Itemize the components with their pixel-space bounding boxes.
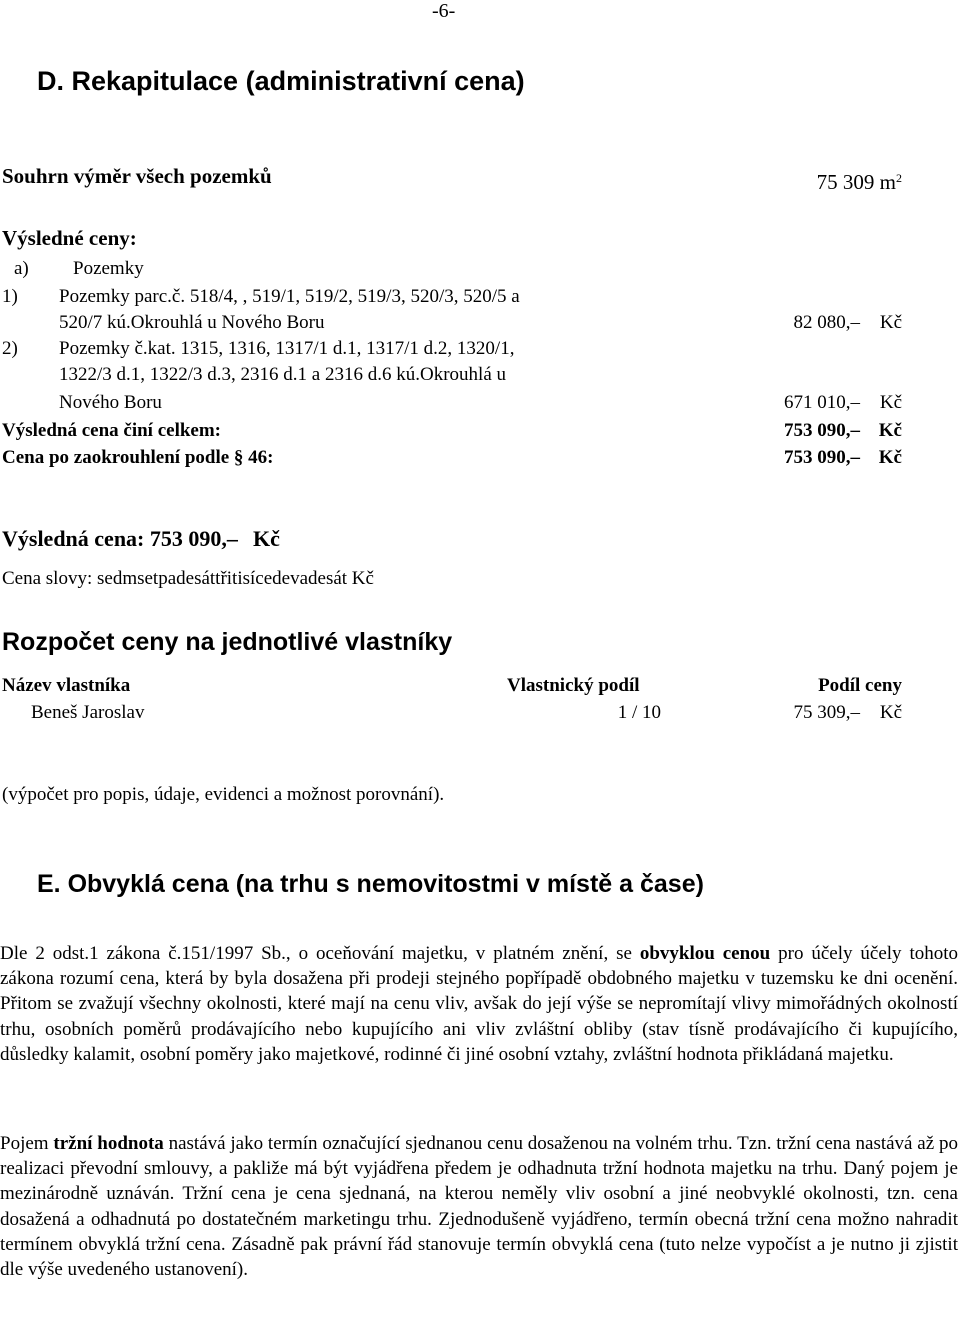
total-currency: Kč (878, 420, 902, 441)
rounded-currency: Kč (878, 447, 902, 468)
total-price (784, 420, 902, 442)
paragraph-1-text-a: Dle 2 odst.1 zákona č.151/1997 Sb., o oceňování majetku, v platném znění, se (0, 943, 640, 964)
prices-label: Výsledné ceny: (2, 226, 137, 250)
owner-name: Beneš Jaroslav (31, 702, 145, 723)
item-2-line-2: 1322/3 d.1, 1322/3 d.3, 2316 d.1 a 2316 d.6 kú.Okrouhlá u (59, 364, 507, 385)
paragraph-2-text-b: nastává jako termín označující sjednanou cenu dosaženou na volném trhu. Tzn. tržní cena nastává až po realizaci převodní smlouvy, a pakliže má být vyjádřena předem je odhadnuta tržní hodnota majetku na trhu. Daný pojem je mezinárodně uznáván. Tržní cena je cena sjednaná, na kterou neměly vliv osobní a jiné neobvyklé okolnosti, tzn. cena dosažená a odhadnutá po dostatečném marketingu trhu. Zjednodušeně vyjádřeno, termín obecná tržní cena možno nahradit termínem obvyklá tržní cena. Zásadně pak právní řád stanovuje termín obvyklá cena (tuto nelze vypočíst a je nutno ji zjistit dle výše uvedeného ustanovení). (0, 1133, 958, 1281)
price-in-words: Cena slovy: sedmsetpadesáttřitisícedevadesát Kč (2, 568, 374, 589)
price-column-header: Podíl ceny (818, 675, 902, 696)
item-2-line-1: Pozemky č.kat. 1315, 1316, 1317/1 d.1, 1317/1 d.2, 1320/1, (59, 338, 515, 359)
paragraph-2-text-a: Pojem (0, 1133, 54, 1154)
area-value (817, 170, 902, 194)
owner-amount: 75 309,– (793, 702, 860, 723)
term-usual-price: obvyklou cenou (639, 943, 771, 964)
total-amount: 753 090,– (784, 420, 860, 441)
paragraph-market-value (0, 1131, 958, 1282)
item-1-currency: Kč (879, 312, 902, 333)
item-2-number: 2) (2, 338, 18, 359)
page-number: -6- (432, 0, 456, 22)
final-price-label: Výsledná cena: 753 090,– (2, 526, 238, 551)
item-1-line-2: 520/7 kú.Okrouhlá u Nového Boru (59, 312, 325, 333)
rounded-price (784, 447, 902, 469)
paragraph-usual-price (0, 941, 958, 1067)
area-number: 75 309 m (816, 170, 896, 194)
section-e-heading: E. Obvyklá cena (na trhu s nemovitostmi v místě a čase) (37, 870, 704, 898)
term-market-value: tržní hodnota (53, 1133, 164, 1154)
item-1-price (794, 312, 903, 334)
area-label: Souhrn výměr všech pozemků (2, 164, 272, 188)
final-price-currency: Kč (253, 526, 280, 551)
item-2-line-3: Nového Boru (59, 392, 162, 413)
owner-currency: Kč (879, 702, 902, 723)
item-1-line-1: Pozemky parc.č. 518/4, , 519/1, 519/2, 519/3, 520/3, 520/5 a (59, 286, 520, 307)
area-unit-superscript: 2 (896, 171, 902, 185)
owner-share: 1 / 10 (617, 702, 661, 723)
owner-price (794, 702, 903, 724)
item-2-amount: 671 010,– (784, 392, 860, 413)
item-2-currency: Kč (879, 392, 902, 413)
budget-note: (výpočet pro popis, údaje, evidenci a možnost porovnání). (2, 784, 445, 805)
item-1-amount: 82 080,– (793, 312, 860, 333)
rounded-amount: 753 090,– (784, 447, 860, 468)
total-label: Výsledná cena činí celkem: (2, 420, 222, 441)
share-column-header: Vlastnický podíl (507, 675, 640, 696)
owner-column-header: Název vlastníka (2, 675, 131, 696)
category-name: Pozemky (73, 258, 144, 279)
final-price (2, 526, 280, 551)
item-2-price (784, 392, 902, 414)
item-1-number: 1) (2, 286, 18, 307)
paragraph-1-text-b: pro účely účely tohoto zákona rozumí cena, která by byla dosažena při prodeji stejného popřípadě obdobného majetku v tuzemsku ke dni ocenění. Přitom se zvažují všechny okolnosti, které mají na cenu vliv, avšak do její výše se nepromítají vlivy mimořádných okolností trhu, osobních poměrů prodávajícího nebo kupujícího ani vliv zvláštní obliby (stav tísně prodávajícího či kupujícího, důsledky kalamit, osobní poměry jako majetkové, rodinné či jiné osobní vztahy, zvláštní hodnota přikládaná majetku. (0, 943, 959, 1065)
section-d-heading: D. Rekapitulace (administrativní cena) (37, 66, 525, 96)
category-letter: a) (14, 258, 29, 279)
rounded-label: Cena po zaokrouhlení podle § 46: (2, 447, 274, 468)
budget-heading: Rozpočet ceny na jednotlivé vlastníky (2, 628, 453, 656)
